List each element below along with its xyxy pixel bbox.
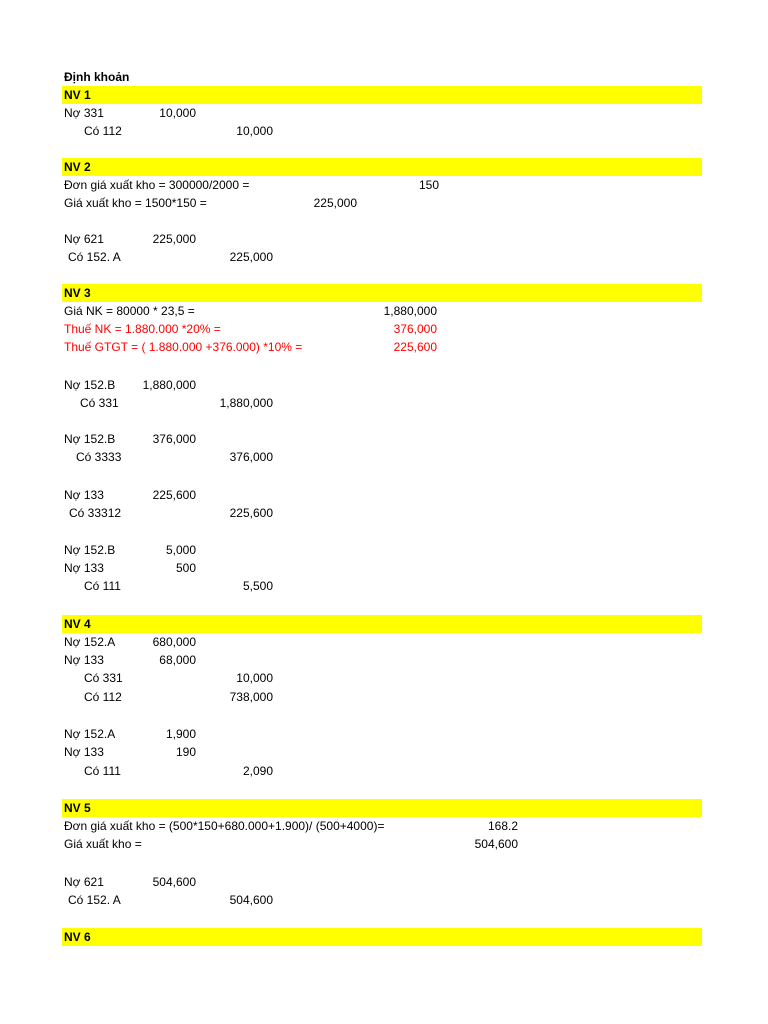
nv2-entry-label: Có 152. A	[68, 250, 121, 264]
nv3-calc-value-red: 225,600	[393, 340, 437, 354]
nv4-entry-label: Nợ 152.A	[64, 727, 116, 741]
nv4-entry-amount: 190	[175, 745, 196, 759]
nv2-calc-label: Giá xuất kho = 1500*150 =	[64, 196, 207, 210]
nv2-entry-amount: 225,000	[229, 250, 273, 264]
nv5-calc-label: Đơn giá xuất kho = (500*150+680.000+1.900)/ (500+4000)=	[64, 819, 385, 833]
page-title: Định khoản	[64, 70, 130, 84]
nv5-header: NV 5	[64, 801, 91, 815]
nv3-entry-label: Nợ 152.B	[64, 543, 116, 557]
nv5-calc-label: Giá xuất kho =	[64, 837, 142, 851]
nv1-highlight-band	[62, 86, 702, 104]
nv5-calc-value: 168.2	[487, 819, 518, 833]
nv2-highlight-band	[62, 158, 702, 176]
nv4-entry-amount: 68,000	[159, 653, 196, 667]
nv3-entry-label: Có 331	[80, 396, 119, 410]
nv3-calc-value: 1,880,000	[383, 304, 437, 318]
nv1-entry-label: Có 112	[84, 124, 122, 138]
nv3-entry-label: Nợ 152.B	[64, 378, 116, 392]
nv2-calc-value: 225,000	[313, 196, 357, 210]
nv3-entry-amount: 225,600	[152, 488, 196, 502]
nv1-entry-amount: 10,000	[159, 106, 196, 120]
nv2-entry-amount: 225,000	[152, 232, 196, 246]
nv4-header: NV 4	[64, 617, 91, 631]
nv3-entry-amount: 1,880,000	[219, 396, 273, 410]
nv3-highlight-band	[62, 284, 702, 302]
nv3-entry-amount: 376,000	[152, 432, 196, 446]
nv4-entry-amount: 10,000	[236, 671, 273, 685]
nv3-entry-label: Nợ 133	[64, 488, 104, 502]
nv5-highlight-band	[62, 799, 702, 817]
nv4-highlight-band	[62, 615, 702, 633]
nv5-calc-value: 504,600	[474, 837, 518, 851]
nv1-header: NV 1	[64, 88, 91, 102]
nv4-entry-amount: 2,090	[242, 764, 273, 778]
nv2-calc-label: Đơn giá xuất kho = 300000/2000 =	[64, 178, 250, 192]
nv2-header: NV 2	[64, 160, 91, 174]
nv3-entry-label: Có 111	[84, 579, 121, 593]
nv1-entry-amount: 10,000	[236, 124, 273, 138]
nv5-entry-label: Có 152. A	[68, 893, 121, 907]
nv3-calc-label: Giá NK = 80000 * 23,5 =	[64, 304, 195, 318]
nv2-entry-label: Nợ 621	[64, 232, 104, 246]
nv3-entry-label: Có 33312	[69, 506, 122, 520]
nv1-entry-label: Nợ 331	[64, 106, 104, 120]
nv3-header: NV 3	[64, 286, 91, 300]
nv3-entry-amount: 5,500	[242, 579, 273, 593]
nv3-entry-amount: 500	[175, 561, 196, 575]
nv3-entry-label: Nợ 133	[64, 561, 104, 575]
nv4-entry-label: Nợ 133	[64, 653, 104, 667]
nv3-entry-label: Nợ 152.B	[64, 432, 116, 446]
nv4-entry-label: Nợ 133	[64, 745, 104, 759]
nv4-entry-amount: 680,000	[152, 635, 196, 649]
nv3-calc-label-red: Thuế GTGT = ( 1.880.000 +376.000) *10% =	[64, 340, 303, 354]
nv3-calc-value-red: 376,000	[393, 322, 437, 336]
nv5-entry-amount: 504,600	[152, 875, 196, 889]
nv3-entry-amount: 225,600	[229, 506, 273, 520]
nv3-entry-amount: 5,000	[165, 543, 196, 557]
nv4-entry-label: Nợ 152.A	[64, 635, 116, 649]
nv3-entry-amount: 376,000	[229, 450, 273, 464]
nv5-entry-amount: 504,600	[229, 893, 273, 907]
nv6-header: NV 6	[64, 930, 91, 944]
nv4-entry-label: Có 331	[84, 671, 123, 685]
nv2-calc-value: 150	[418, 178, 439, 192]
nv3-calc-label-red: Thuế NK = 1.880.000 *20% =	[64, 322, 221, 336]
nv5-entry-label: Nợ 621	[64, 875, 104, 889]
nv6-highlight-band	[62, 928, 702, 946]
nv3-entry-amount: 1,880,000	[142, 378, 196, 392]
nv4-entry-label: Có 112	[84, 690, 122, 704]
nv4-entry-label: Có 111	[84, 764, 121, 778]
nv3-entry-label: Có 3333	[76, 450, 122, 464]
nv4-entry-amount: 738,000	[229, 690, 273, 704]
nv4-entry-amount: 1,900	[165, 727, 196, 741]
